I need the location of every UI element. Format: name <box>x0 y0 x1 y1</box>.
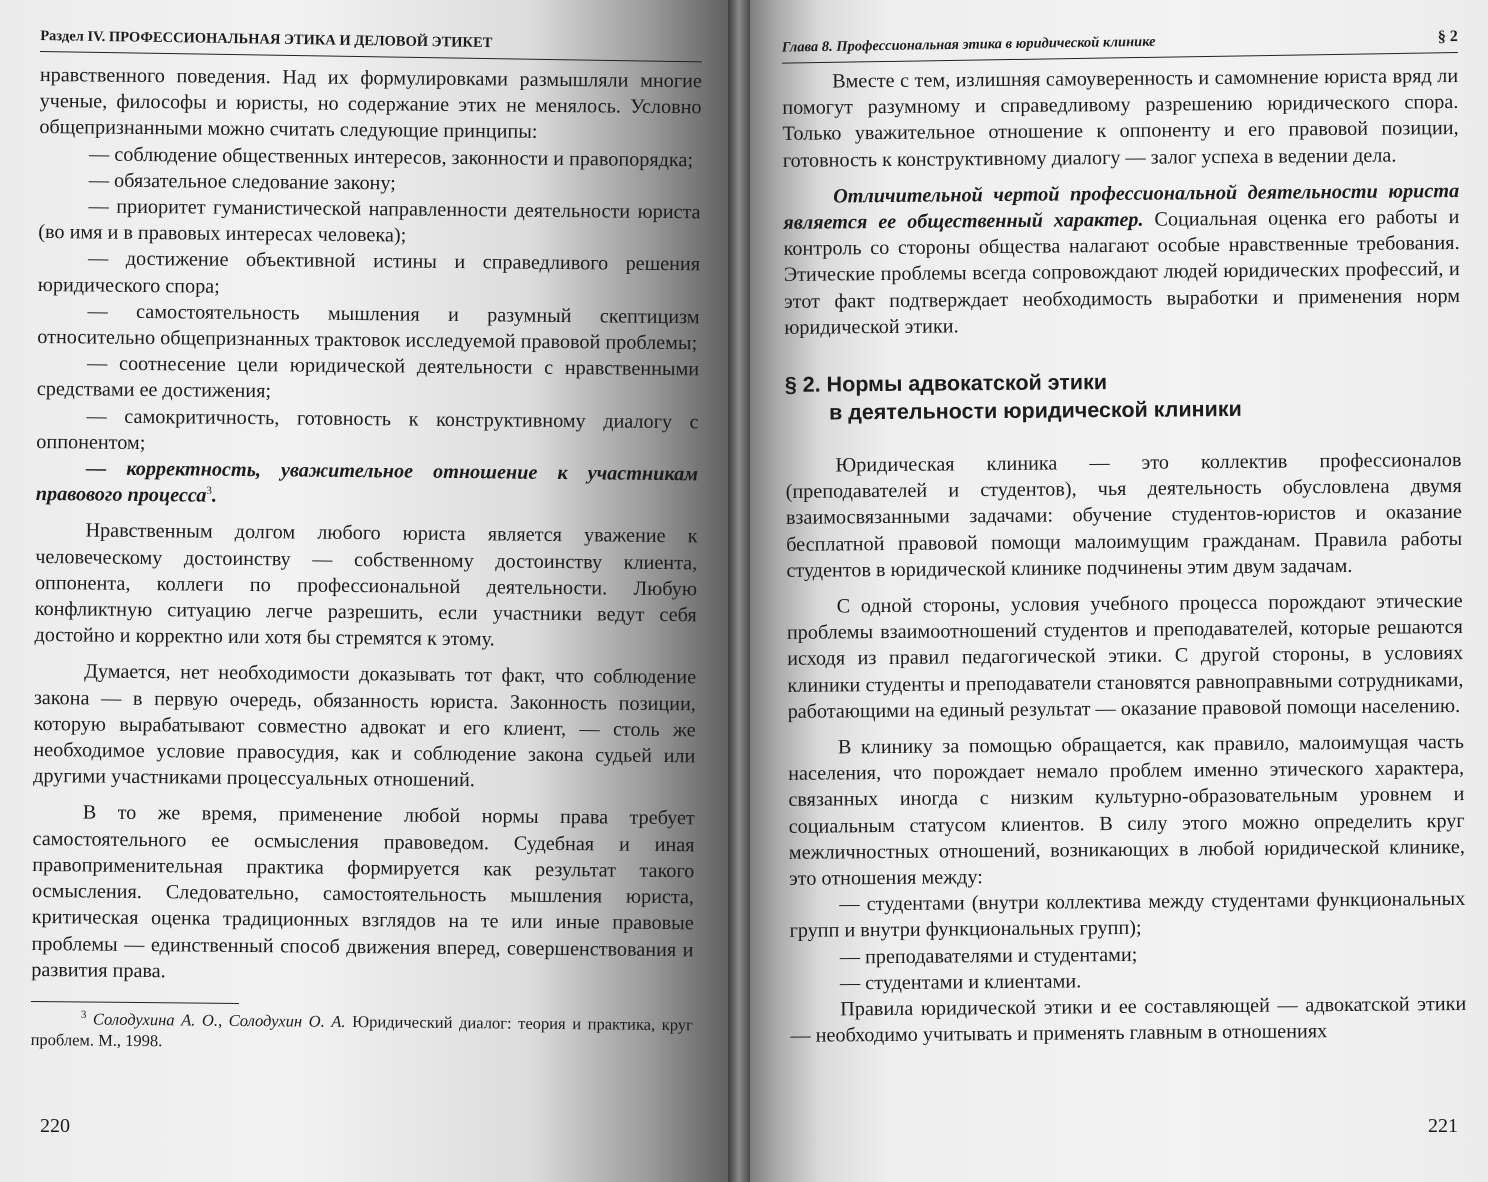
left-body-text <box>31 62 702 1056</box>
footnote <box>31 1008 693 1056</box>
list-item: — преподавателями и студентами; <box>839 943 1138 969</box>
paragraph: Вместе с тем, излишняя самоуверенность и самомнение юриста вряд ли помогут разумному и справедливому разрешению юридического спора. Только уважительное отношение к оппоненту и его правовой позиции, готовность к конструктивному диалогу — залог успеха в ведении дела. <box>782 64 1459 172</box>
paragraph: Правила юридической этики и ее составляющей — адвокатской этики — необходимо учитывать и применять главным в отношениях <box>790 993 1467 1048</box>
footnote-ref[interactable]: 3 <box>206 485 212 498</box>
footnote-authors: Солодухина А. О., Солодухин О. А. <box>92 1009 346 1031</box>
emphasis-rest: Социальная оценка его работы и контроль со стороны общества налагают особые нравственные требования. Этические проблемы всегда сопровождают людей юридических профессий, и этот факт подтверждает необходимость выработки и применения норм юридической этики. <box>783 206 1461 339</box>
paragraph: В клинику за помощью обращается, как правило, малоимущая часть населения, что порождает немало проблем именно этического характера, связанных иногда с низким культурно-образовательным уровнем и социальным статусом клиентов. В силу этого можно определить круг межличностных отношений, возникающих в любой юридической клинике, это отношения между: <box>788 731 1465 890</box>
section-heading-line2: в деятельности юридической клиники <box>828 396 1242 425</box>
paragraph: Нравственным долгом любого юриста является уважение к человеческому достоинству — собственному достоинству клиента, оппонента, коллеги по профессиональной деятельности. Любую конфликтную ситуацию легче разрешить, если участники ведут себя достойно и корректно или хотя бы стремятся к этому. <box>34 519 698 651</box>
book-gutter <box>728 0 750 1182</box>
right-body-text <box>782 63 1467 1049</box>
list-item: — соблюдение общественных интересов, законности и правопорядка; <box>89 143 694 171</box>
list-item: — приоритет гуманистической направленности деятельности юриста (во имя и в правовых интересах человека); <box>38 195 701 247</box>
right-page-number: 221 <box>1428 1115 1458 1137</box>
emphasis-text: — корректность, уважительное отношение к участникам правового процесса <box>35 457 699 507</box>
left-running-head-text: Раздел IV. ПРОФЕССИОНАЛЬНАЯ ЭТИКА И ДЕЛОВОЙ ЭТИКЕТ <box>40 28 493 52</box>
section-heading-line1: § 2. Нормы адвокатской этики <box>784 370 1108 397</box>
section-heading <box>785 365 1461 427</box>
list-item: — достижение объективной истины и справедливого решения юридического спора; <box>37 247 701 298</box>
paragraph: Думается, нет необходимости доказывать тот факт, что соблюдение закона — в первую очередь, обязанность юриста. Законность позиции, которую вырабатывают совместно адвокат и его клиент, — столь же необходимое условие правосудия, как и соблюдение закона судьей или другими участниками процессуальных отношений. <box>33 660 697 792</box>
list-item-emphasis <box>36 455 698 514</box>
left-running-head <box>40 28 702 62</box>
footnote-marker: 3 <box>80 1008 87 1021</box>
right-running-head-text: Глава 8. Профессиональная этика в юридической клинике <box>781 33 1156 56</box>
paragraph: В то же время, применение любой нормы права требует самостоятельного ее осмысления правоведом. Судебная и иная правоприменительная практика формируется как результат такого осмысления. Следовательно, самостоятельность мышления юриста, критическая оценка традиционных взглядов на те или иные правовые проблемы — единственный способ движения вперед, совершенствования и развития права. <box>31 801 695 982</box>
list-item: — обязательное следование закону; <box>88 169 396 195</box>
paragraph-emphasis <box>783 178 1460 341</box>
list-item: — соотнесение цели юридической деятельности с нравственными средствами ее достижения; <box>36 352 700 403</box>
paragraph: С одной стороны, условия учебного процесса порождают этические проблемы взаимоотношений студентов и преподавателей, которые решаются исходя из правил педагогической этики. С другой стороны, в условиях клиники студенты и преподаватели становятся равноправными сотрудниками, работающими на единый результат — оказание правовой помощи населению. <box>786 590 1464 723</box>
list-item: — самокритичность, готовность к конструктивному диалогу с оппонентом; <box>36 405 699 454</box>
list-item: — студентами и клиентами. <box>839 970 1082 995</box>
footnote-text: Юридический диалог: теория и практика, круг проблем. М., 1998. <box>30 1011 693 1051</box>
paragraph: Юридическая клиника — это коллектив профессионалов (преподавателей и студентов), чья деятельность обусловлена двумя взаимосвязанными задачами: обучение студентов-юристов и оказание бесплатной правовой помощи малоимущим гражданам. Правила работы студентов в юридической клинике подчинены этим двум задачам. <box>785 449 1463 582</box>
emphasis-lead: Отличительной чертой профессиональной деятельности юриста является ее общественный характер. <box>783 179 1460 234</box>
right-page <box>738 0 1488 1182</box>
left-page-number: 220 <box>40 1115 70 1137</box>
emphasis-period: . <box>211 484 218 507</box>
paragraph: нравственного поведения. Над их формулировками размышляли многие ученые, философы и юристы, но содержание этих не менялось. Условно общепризнанными можно считать следующие принципы: <box>39 63 702 144</box>
footnote-divider <box>31 1001 239 1004</box>
right-running-head <box>782 28 1458 64</box>
list-item: — самостоятельность мышления и разумный скептицизм относительно общепризнанных трактовок исследуемой правовой проблемы; <box>37 300 700 355</box>
section-mark: § 2 <box>1437 28 1458 46</box>
list-item: — студентами (внутри коллектива между студентами функциональных групп и внутри функциональных групп); <box>789 888 1466 943</box>
left-page <box>0 0 738 1182</box>
